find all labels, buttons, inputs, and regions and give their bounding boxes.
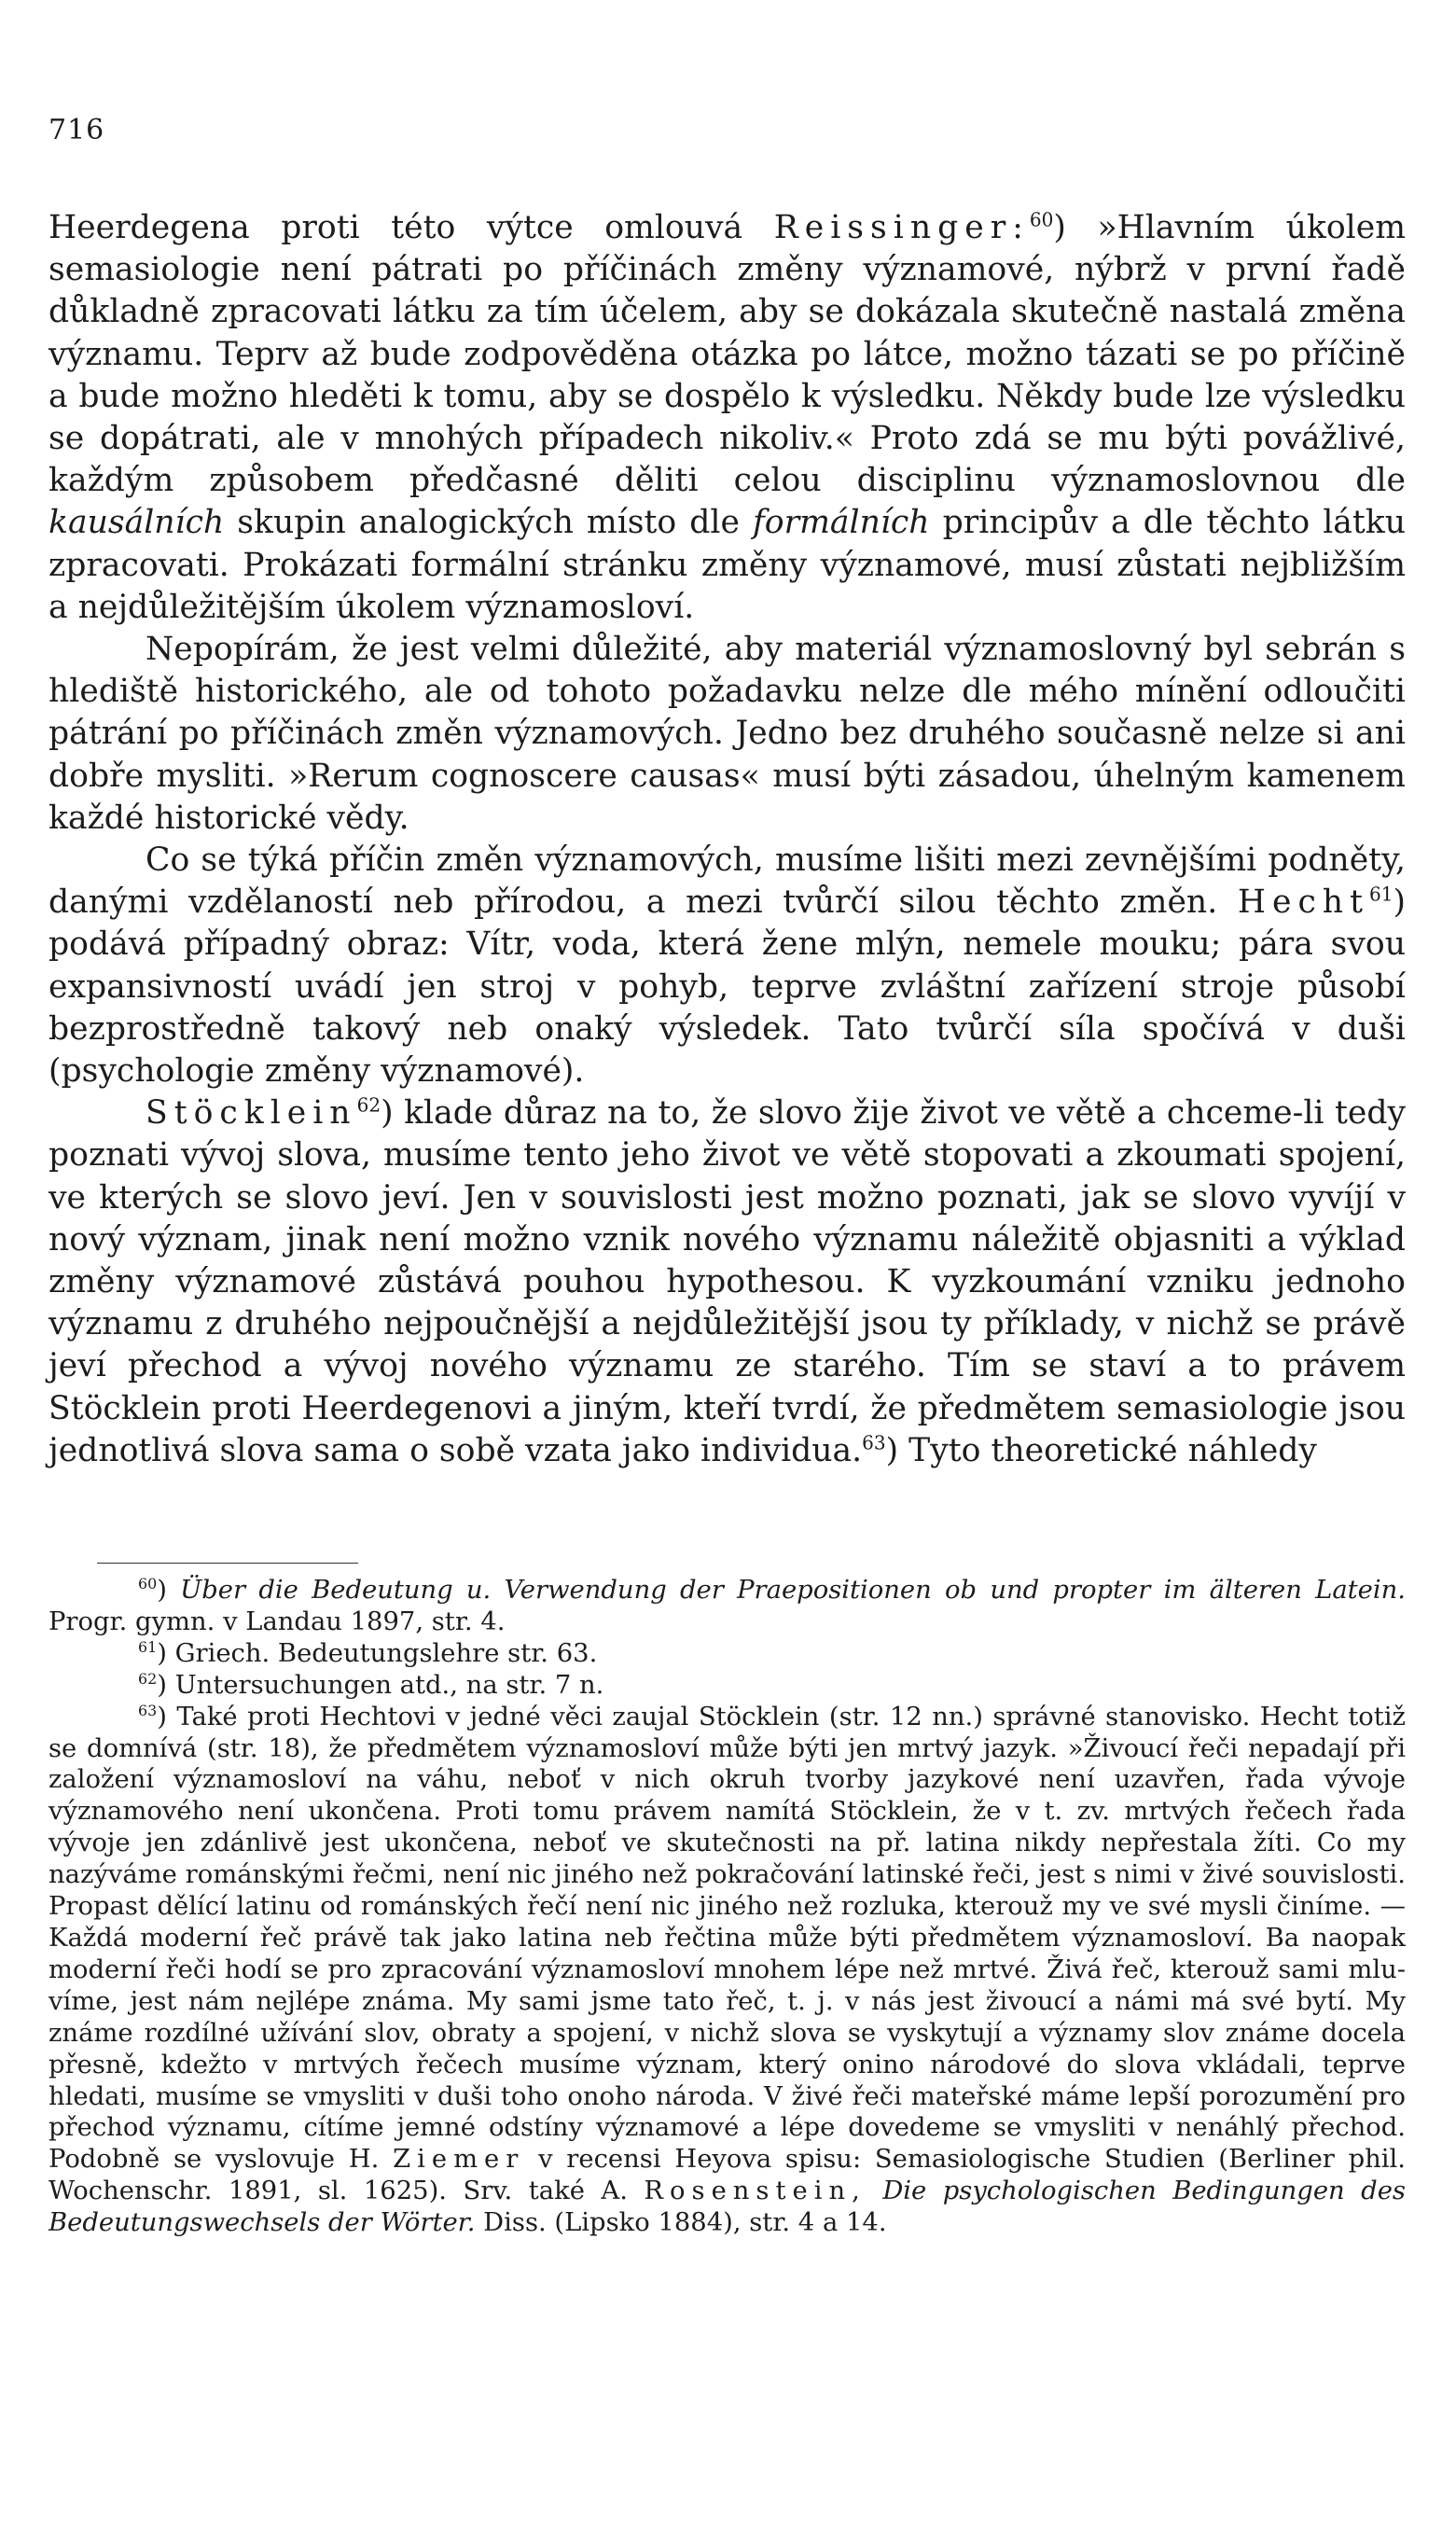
text-run: Heerdegena proti této výtce omlouvá: [49, 209, 774, 246]
text-run: skupin analogických místo dle: [224, 504, 753, 542]
text-run: ) »Hlavním úkolem semasiologie není pátrati po příčinách změny významové, nýbrž v první řadě důkladně zpracovati látku za tím účelem, aby se dokázala skutečně nastalá změna významu. Teprv až bude zodpověděna otázka po látce, možno tázati se po příčině a bude možno hleděti k tomu, aby se dospělo k výsledku. Někdy bude lze výsledku se dopátrati, ale v mnohých případech nikoliv.« Proto zdá se mu býti povážlivé, každým způsobem předčasné děliti celou disciplinu významoslovnou dle: [49, 209, 1406, 500]
footnote-marker: 62: [138, 1669, 158, 1688]
text-run: ) podává případný obraz: Vítr, voda, která žene mlýn, nemele mouku; pára svou expansivností uvádí jen stroj v pohyb, teprve zvláštní zařízení stroje působí bezprostředně takový neb onaký výsledek. Tato tvůrčí síla spočívá v duši (psychologie změny významové).: [49, 883, 1406, 1091]
paragraph: [49, 207, 1406, 629]
main-text: [49, 207, 1406, 1472]
text-run: [867, 2176, 883, 2205]
italic-text: Über die Bedeutung u. Verwendung der Praepositionen ob und propter im älteren Latein.: [180, 1576, 1406, 1605]
footnotes: [49, 1575, 1406, 2239]
text-run: ): [157, 1576, 181, 1605]
text-run: ) Tyto theoretické náhledy: [885, 1431, 1317, 1469]
italic-text: kausálních: [49, 504, 225, 542]
text-run: v recensi Heyova spisu: Semasiologische Studien (Berliner phil. Wochenschr. 1891, sl. 1625). Srv. také A.: [49, 2145, 1406, 2206]
footnote-marker: 61: [1368, 883, 1394, 906]
text-run: ) klade důraz na to, že slovo žije život ve větě a chceme-li tedy poznati vývoj slova, musíme tento jeho život ve větě stopovati a zkoumati spojení, ve kterých se slovo jeví. Jen v souvislosti jest možno poznati, jak se slovo vyvíjí v nový význam, jinak není možno vznik nového významu náležitě objasniti a výklad změny významové zůstává pouhou hypothesou. K vyzkoumání vzniku jednoho významu z druhého nejpoučnější a nejdůležitější jsou ty příklady, v nichž se právě jeví přechod a vývoj nového významu ze starého. Tím se staví a to právem Stöcklein proti Heerdegenovi a jiným, kteří tvrdí, že předmětem semasiologie jsou jednotlivá slova sama o sobě vzata jako individua.: [49, 1094, 1406, 1469]
spaced-name: Reissinger:: [773, 209, 1030, 246]
footnote-divider: [97, 1563, 358, 1564]
spaced-name: Rosenstein,: [644, 2176, 867, 2206]
text-run: Nepopírám, že jest velmi důležité, aby materiál významoslovný byl sebrán s hlediště historického, ale od tohoto požadavku nelze dle mého mínění odloučiti pátrání po příčinách změn významových. Jedno bez druhého současně nelze si ani dobře mysliti. »Rerum cognoscere causas« musí býti zásadou, úhelným kamenem každé historické vědy.: [49, 631, 1406, 837]
spaced-name: Hecht: [1237, 883, 1369, 922]
footnote-marker: 61: [138, 1637, 158, 1656]
footnote: [49, 1702, 1406, 2239]
footnote: [49, 1670, 1406, 1702]
footnote-marker: 60: [138, 1574, 158, 1592]
footnote-marker: 63: [862, 1431, 886, 1454]
text-run: ) Griech. Bedeutungslehre str. 63.: [157, 1638, 598, 1668]
paragraph: [49, 1092, 1406, 1472]
text-run: principův a dle těchto látku zpracovati. Prokázati formální stránku změny významové, musí zůstati nejbližším a nejdůležitějším úkolem významosloví.: [49, 504, 1406, 626]
text-run: ) Untersuchungen atd., na str. 7 n.: [157, 1670, 604, 1700]
paragraph: [49, 840, 1406, 1092]
footnote: [49, 1638, 1406, 1670]
text-run: Progr. gymn. v Landau 1897, str. 4.: [49, 1606, 506, 1636]
footnote-marker: 62: [356, 1093, 381, 1117]
spaced-name: Ziemer: [393, 2145, 525, 2175]
text-run: Co se týká příčin změn významových, musíme lišiti mezi zevnějšími podněty, danými vzdělaností neb přírodou, a mezi tvůrčí silou těchto změn.: [49, 841, 1406, 922]
page-number: 716: [49, 114, 105, 146]
italic-text: Die psychologischen Bedingungen des Bedeutungswechsels der Wörter.: [49, 2176, 1406, 2238]
text-run: Diss. (Lipsko 1884), str. 4 a 14.: [475, 2208, 887, 2238]
footnote-marker: 60: [1029, 208, 1054, 231]
text-run: ) Také proti Hechtovi v jedné věci zaujal Stöcklein (str. 12 nn.) správné stanovisko. Hecht totiž se domnívá (str. 18), že předmětem významosloví může býti jen mrtvý jazyk. »Živoucí řeči nepadají při založení významosloví na váhu, neboť v nich okruh tvorby jazykové není uzavřen, řada vývoje významového není ukončena. Proti tomu právem namítá Stöcklein, že v t. zv. mrtvých řečech řada vývoje jen zdánlivě jest ukončena, neboť ve skutečnosti na př. latina nikdy nepřestala žíti. Co my nazýváme románskými řečmi, není nic jiného než pokračování latinské řeči, jest s nimi v živé souvislosti. Propast dělící latinu od románských řečí není nic jiného než rozluka, kterouž my ve své mysli činíme. — Každá moderní řeč právě tak jako latina neb řečtina může býti předmětem významosloví. Ba naopak moderní řeči hodí se pro zpracování významosloví mnohem lépe než mrtvé. Živá řeč, kterouž sami mluvíme, jest nám nejlépe známa. My sami jsme tato řeč, t. j. v nás jest živoucí a námi má své bytí. My známe rozdílné užívání slov, obraty a spojení, v nichž slova se vyskytují a významy slov známe docela přesně, kdežto v mrtvých řečech musíme význam, který onino národové do slova vkládali, teprve hledati, musíme se vmysliti v duši toho onoho národa. V živé řeči mateřské máme lepší porozumění pro přechod významu, cítíme jemné odstíny významové a lépe dovedeme se vmysliti v nenáhlý přechod. Podobně se vyslovuje H.: [49, 1702, 1406, 2175]
spaced-name: Stöcklein: [146, 1094, 357, 1133]
paragraph: [49, 629, 1406, 840]
italic-text: formálních: [752, 504, 930, 542]
footnote-marker: 63: [138, 1701, 158, 1719]
footnote: [49, 1575, 1406, 1638]
